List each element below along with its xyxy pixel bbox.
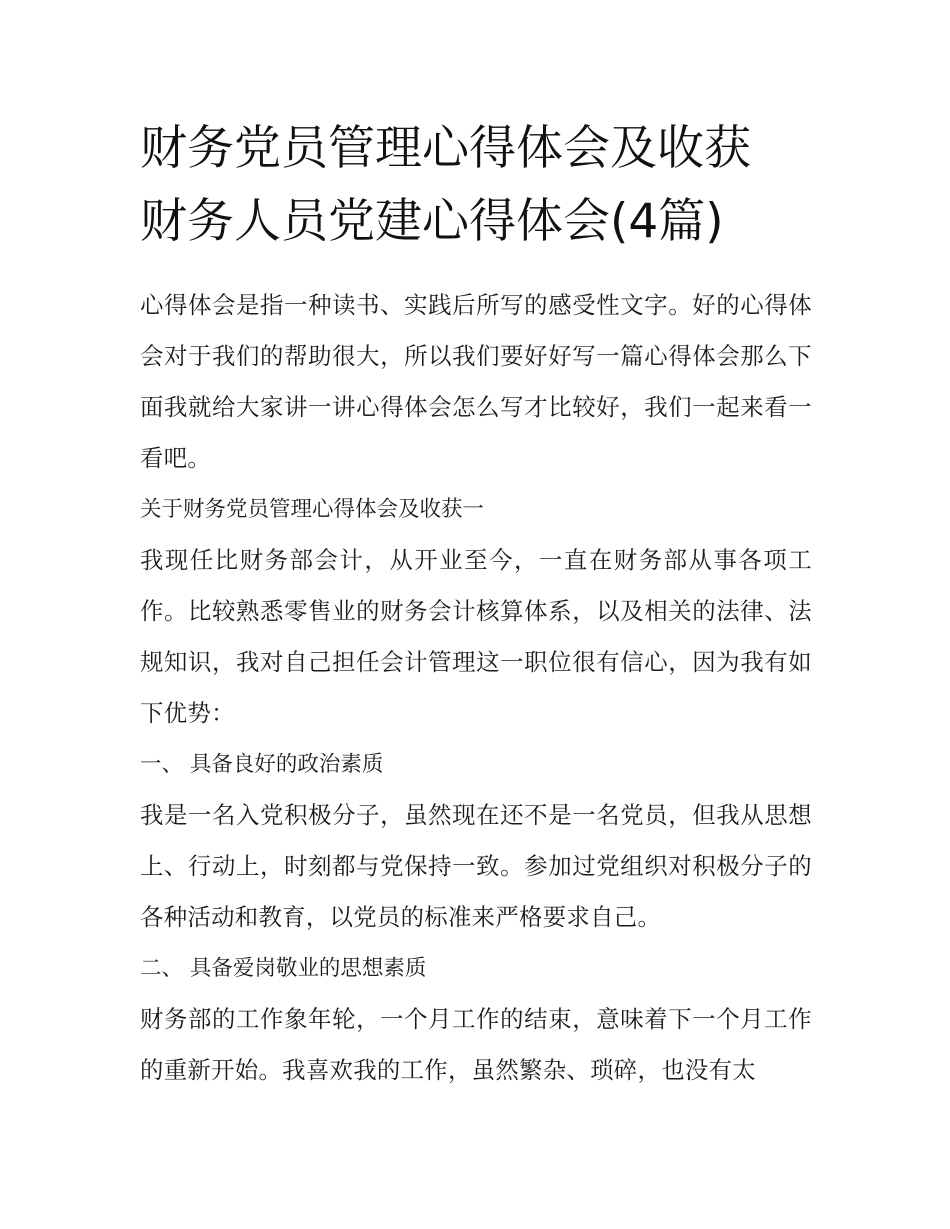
title-line-2: 财务人员党建心得体会(4篇) xyxy=(140,194,724,249)
title-line-1: 财务党员管理心得体会及收获 xyxy=(140,121,751,176)
point-1-paragraph: 我是一名入党积极分子，虽然现在还不是一名党员，但我从思想上、行动上，时刻都与党保持一致。参加过党组织对积极分子的各种活动和教育，以党员的标准来严格要求自己。 xyxy=(140,801,812,931)
point-1-heading: 一、 具备良好的政治素质 xyxy=(140,752,384,777)
section-1-paragraph: 我现任比财务部会计，从开业至今，一直在财务部从事各项工作。比较熟悉零售业的财务会计核算体系，以及相关的法律、法规知识，我对自己担任会计管理这一职位很有信心，因为我有如下优势： xyxy=(140,546,812,727)
document-title xyxy=(140,112,812,258)
section-1-heading: 关于财务党员管理心得体会及收获一 xyxy=(140,497,485,522)
intro-paragraph: 心得体会是指一种读书、实践后所写的感受性文字。好的心得体会对于我们的帮助很大，所以我们要好好写一篇心得体会那么下面我就给大家讲一讲心得体会怎么写才比较好，我们一起来看一看吧。 xyxy=(140,291,812,472)
document-page xyxy=(140,112,812,1096)
point-2-paragraph: 财务部的工作象年轮，一个月工作的结束，意味着下一个月工作的重新开始。我喜欢我的工作，虽然繁杂、琐碎，也没有太 xyxy=(140,1005,812,1084)
point-2-heading: 二、 具备爱岗敬业的思想素质 xyxy=(140,956,427,981)
